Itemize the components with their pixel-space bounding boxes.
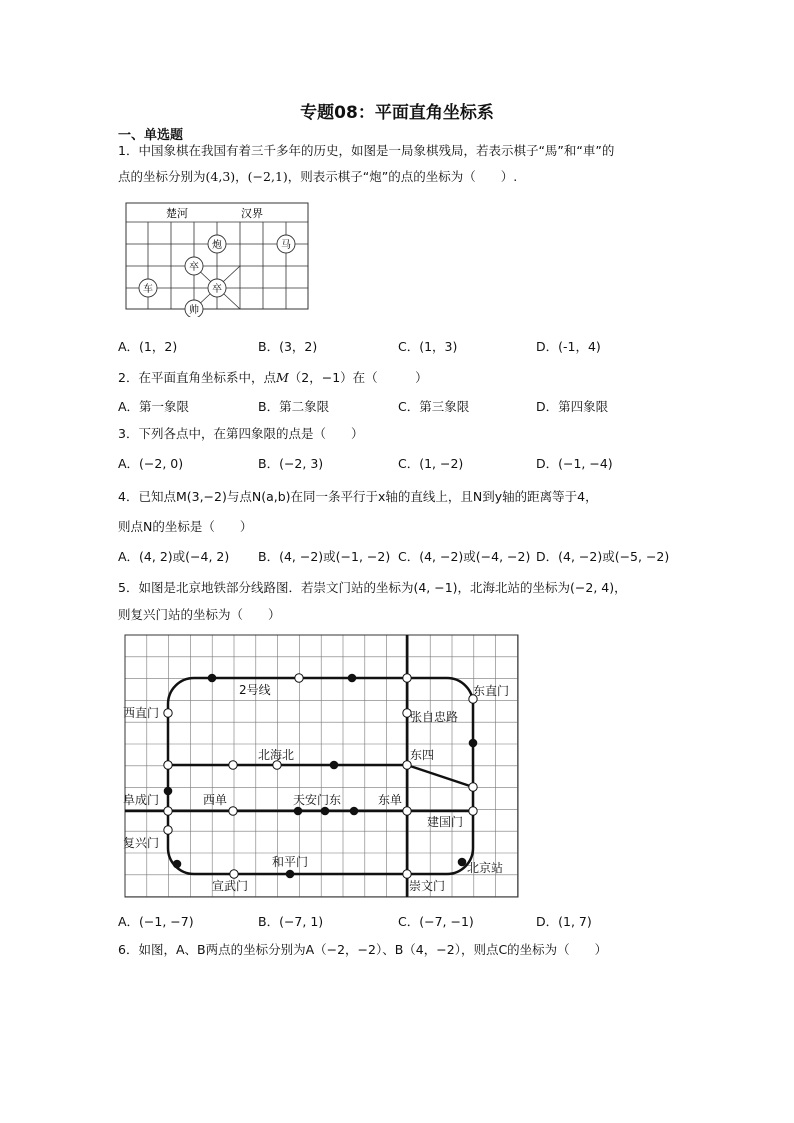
q3-option-b[interactable]: B．(−2, 3): [258, 456, 324, 471]
station-dot-18: [321, 807, 329, 815]
q1-coord-horse: (4,3): [205, 169, 236, 184]
station-dot-22: [164, 826, 172, 834]
label-dongzhimen: 东直门: [473, 684, 510, 698]
svg-text:车: 车: [143, 284, 153, 295]
label-xidan: 西单: [203, 793, 228, 807]
q2-stem: [118, 368, 428, 388]
label-fuchengmen: 阜成门: [123, 793, 160, 807]
label-zhangzizhonglu: 张自忠路: [410, 710, 459, 724]
q3-option-d[interactable]: D．(−1, −4): [536, 456, 613, 471]
station-dot-20: [403, 807, 411, 815]
q6-stem: 6．如图，A、B两点的坐标分别为A（−2，−2）、B（4，−2），则点C的坐标为（ ）: [118, 942, 608, 957]
label-dongdan: 东单: [378, 793, 403, 807]
station-dot-12: [403, 761, 411, 769]
page-title: 专题08：平面直角坐标系: [300, 103, 494, 123]
svg-text:卒: 卒: [212, 284, 222, 295]
station-dot-25: [286, 870, 294, 878]
station-dot-19: [350, 807, 358, 815]
station-dot-21: [469, 807, 477, 815]
q2-var-m: M: [275, 370, 289, 385]
q3-option-c[interactable]: C．(1, −2): [398, 456, 464, 471]
chess-piece-4: [208, 279, 226, 297]
chess-board-figure: [124, 201, 312, 317]
chess-piece-0: [208, 235, 226, 253]
q1-option-b[interactable]: B．(3，2): [258, 339, 318, 354]
q1-option-a[interactable]: A．(1，2): [118, 339, 178, 354]
station-dot-13: [469, 783, 477, 791]
q2-option-c[interactable]: C．第三象限: [398, 399, 470, 414]
station-dot-9: [229, 761, 237, 769]
q2-option-a[interactable]: A．第一象限: [118, 399, 190, 414]
label-beijingzhan: 北京站: [467, 861, 504, 875]
q4-option-a[interactable]: A．(4, 2)或(−4, 2): [118, 549, 230, 564]
svg-text:炮: 炮: [212, 240, 222, 251]
q2-option-b[interactable]: B．第二象限: [258, 399, 330, 414]
q5-option-a[interactable]: A．(−1, −7): [118, 914, 194, 929]
chess-piece-5: [185, 300, 203, 317]
section-heading: 一、单选题: [118, 128, 184, 143]
label-jianguomen: 建国门: [427, 815, 464, 829]
q1-line2a: 点的坐标分别为: [118, 169, 206, 184]
q4-option-d[interactable]: D．(4, −2)或(−5, −2): [536, 549, 670, 564]
station-dot-15: [164, 807, 172, 815]
svg-text:马: 马: [281, 240, 291, 251]
station-dot-23: [173, 860, 181, 868]
svg-text:卒: 卒: [189, 262, 199, 273]
chess-piece-1: [277, 235, 295, 253]
chess-piece-3: [139, 279, 157, 297]
label-hepingmen: 和平门: [272, 855, 309, 869]
svg-text:帅: 帅: [189, 305, 199, 316]
q2-stem-a: 2．在平面直角坐标系中，点: [118, 370, 276, 385]
q4-line2: 则点N的坐标是（ ）: [118, 519, 253, 534]
q4-line1: 4．已知点M(3,−2)与点N(a,b)在同一条平行于x轴的直线上，且N到y轴的距离等于4，: [118, 489, 598, 504]
q1-coord-chariot: (−2,1): [247, 169, 288, 184]
station-dot-17: [294, 807, 302, 815]
station-dot-8: [164, 761, 172, 769]
subway-map-figure: [122, 633, 520, 899]
station-dot-14: [164, 787, 172, 795]
q3-option-a[interactable]: A．(−2, 0): [118, 456, 184, 471]
q1-line2: [118, 167, 517, 187]
station-dot-3: [403, 674, 411, 682]
q3-stem: 3．下列各点中，在第四象限的点是（ ）: [118, 426, 364, 441]
q4-option-b[interactable]: B．(4, −2)或(−1, −2): [258, 549, 391, 564]
label-dongsi: 东四: [410, 748, 435, 762]
station-dot-2: [348, 674, 356, 682]
q1-line1: 1．中国象棋在我国有着三千多年的历史，如图是一局象棋残局，若表示棋子“馬”和“車”的: [118, 143, 615, 158]
q5-option-c[interactable]: C．(−7, −1): [398, 914, 474, 929]
station-dot-16: [229, 807, 237, 815]
chess-piece-2: [185, 257, 203, 275]
label-line2: 2号线: [239, 683, 271, 697]
q4-option-c[interactable]: C．(4, −2)或(−4, −2): [398, 549, 531, 564]
q1-line2b: ，则表示棋子“炮”的点的坐标为（ ）.: [287, 169, 518, 184]
station-dot-26: [403, 870, 411, 878]
station-dot-10: [273, 761, 281, 769]
station-dot-0: [208, 674, 216, 682]
station-dot-27: [458, 858, 466, 866]
q1-option-c[interactable]: C．(1，3): [398, 339, 458, 354]
q5-line1: 5．如图是北京地铁部分线路图．若崇文门站的坐标为(4, −1)，北海北站的坐标为(−2, 4)，: [118, 580, 627, 595]
q5-option-d[interactable]: D．(1, 7): [536, 914, 592, 929]
label-xuanwumen: 宣武门: [212, 879, 249, 893]
station-dot-7: [469, 739, 477, 747]
river-label-left: 楚河: [166, 207, 188, 220]
station-dot-1: [295, 674, 303, 682]
station-dot-24: [230, 870, 238, 878]
q1-option-d[interactable]: D．(-1，4): [536, 339, 601, 354]
label-beihaibei: 北海北: [258, 748, 295, 762]
label-xizhimen: 西直门: [123, 706, 160, 720]
label-chongwenmen: 崇文门: [409, 879, 446, 893]
q2-stem-b: （2，−1）在（ ）: [288, 370, 428, 385]
station-dot-4: [164, 709, 172, 717]
q1-separator: ，: [235, 169, 248, 184]
river-label-right: 汉界: [241, 207, 263, 220]
label-fuxingmen: 复兴门: [123, 836, 160, 850]
q5-option-b[interactable]: B．(−7, 1): [258, 914, 324, 929]
q2-option-d[interactable]: D．第四象限: [536, 399, 609, 414]
q5-line2: 则复兴门站的坐标为（ ）: [118, 607, 281, 622]
station-dot-11: [330, 761, 338, 769]
label-tiananmendong: 天安门东: [293, 793, 342, 807]
